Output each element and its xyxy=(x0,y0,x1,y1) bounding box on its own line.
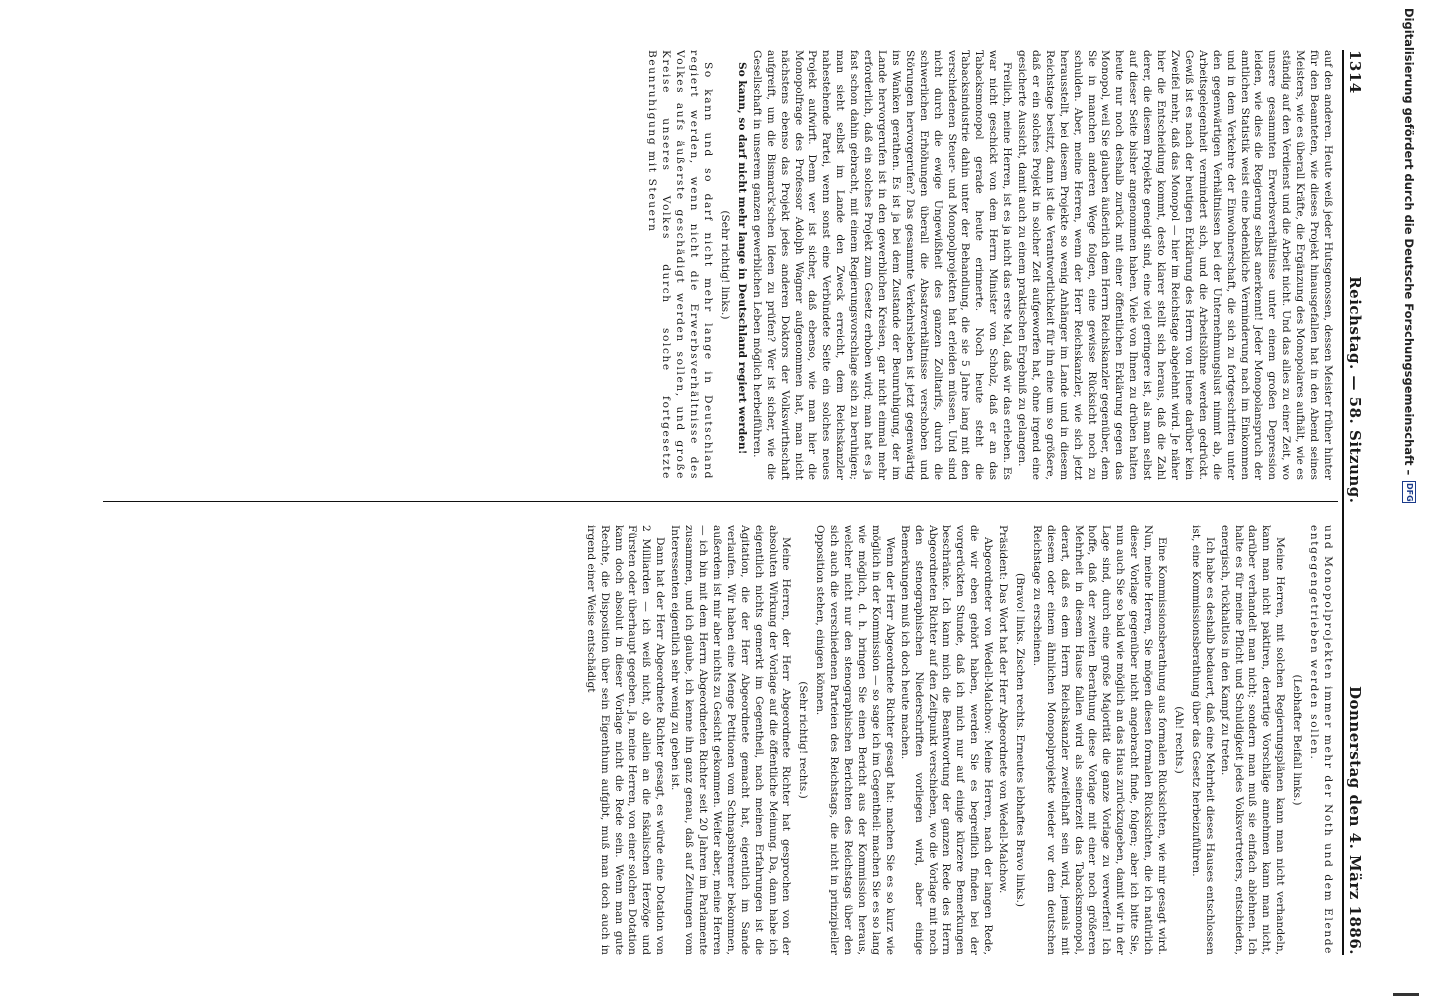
right-column xyxy=(104,525,1334,955)
paragraph: Freilich, meine Herren, ist es ja nicht das erste Mal, daß wir das erleben. Es war nicht geschickt von dem Herrn Minister von Scholz, daß er an das Tabacksmonopol gerade heute erinnerte. Noch heute steht die Tabacksindustrie dahin unter der Behandlung, die sie 5 Jahre lang mit den verschiedenen Steuer- und Monopolprojekten hat erleiden müssen. Und sind nicht durch die ewige Ungewißheit des ganzen Zolltarifs, durch die schwerlichen Erhöhungen überall die Absatzverhältnisse verschoben und Störungen hervorgerufen? Das gesammte Verkehrsleben ist jetzt gegenwärtig ins Wanken gerathen. Es ist ja bei dem Zustande der Beunruhigung, der im Lande hervorgerufen ist in den gewerblichen Kreisen, gar nicht einmal mehr erforderlich, daß ein solches Projekt zum Gesetz erhoben wird; man hat es ja fast schon dahin gebracht, mit einem Regierungsvorschlage sich zu beruhigen; man sieht selbst im Lande den Zweck erreicht, dem Reichskanzler nahestehende Partei, wenn sonst eine Verbündete Seite ein solches neues Projekt aufwirft. Denn wer ist sicher, daß ebenso, wie man hier die Monopolfrage des Professor Adolph Wagner aufgenommen hat, man nicht nächstens ebenso das Projekt jedes anderen Doktors der Volkswirthschaft aufgreift, um die Bismarck'schen Ideen zu prüfen? Wer ist sicher, wie die Gesellschaft in unserem ganzen gewerblichen Leben möglich herbeiführen. xyxy=(750,50,1014,480)
column-divider xyxy=(103,501,1338,502)
paragraph: Ich habe es deshalb bedauert, daß eine Mehrheit dieses Hauses entschlossen ist, eine Kommissionsberathung über das Gesetz herbeizuführen. xyxy=(1189,525,1216,955)
dfg-note-text: Digitalisierung gefördert durch die Deutsche Forschungsgemeinschaft – xyxy=(1402,8,1417,476)
page-number: 1314 xyxy=(1346,50,1364,94)
edge-mark xyxy=(1393,993,1419,996)
paragraph: Abgeordneter von Wedell-Malchow: Meine Herren, nach der langen Rede, die wir eben gehört haben, werden Sie es begreiflich finden bei der vorgerückten Stunde, daß ich mich nur auf einige kürzere Bemerkungen beschränke. Ich kann mich die Beantwortung der ganzen Rede des Herrn Abgeordneten Richter auf den Zeitpunkt verschieben, wo die Vorlage mit noch den stenographischen Niederschriften vorliegen wird, aber einige Bemerkungen muß ich doch heute machen. xyxy=(898,525,995,955)
dfg-side-note xyxy=(1397,0,1432,1000)
paragraph: (Ah! rechts.) xyxy=(1172,706,1185,774)
page-header xyxy=(1342,50,1368,955)
paragraph: Meine Herren, mit solchen Regierungsplänen kann man nicht verhandeln, kann man nicht paktiren, derartige Vorschläge annehmen kann man nicht, darüber verhandelt man nicht; sondern man muß sie einfach ablehnen. Ich halte es für meine Pflicht und Schuldigkeit jedes Volksvertreters, entschieden, energisch, rückhaltlos in den Kampf zu treten. xyxy=(1218,525,1287,955)
dfg-text-line xyxy=(1392,8,1427,1008)
paragraph: Präsident: Das Wort hat der Herr Abgeordnete von Wedell-Malchow. xyxy=(997,525,1010,894)
session-date: Donnerstag den 4. März 1886. xyxy=(1346,685,1364,955)
paragraph: (Sehr richtig! links.) xyxy=(719,210,732,320)
paragraph: Eine Kommissionsberathung aus formalen Rücksichten, wie mir gesagt wird. Nun, meine Herren, Sie mögen diesen formalen Rücksichten, die ich natürlich dieser Vorlage gegenüber nicht angebracht finde, folgen; aber ich bitte Sie, nun auch Sie so bald wie möglich an das Haus zurückzugeben, damit wir in der Lage sind, durch eine große Majorität die ganze Vorlage zu verwerfen! Ich hoffe, daß der zweiten Berathung diese Vorlage mit einer noch größeren Mehrheit in diesem Hause fallen wird als seinerzeit das Tabacksmonopol, derart, daß es dem Herrn Reichskanzler zweifelhaft sein wird, jemals mit diesem oder einem ähnlichen Monopolprojekte wieder vor dem deutschen Reichstage zu erscheinen. xyxy=(1030,525,1169,955)
paragraph: (Bravo! links. Zischen rechts. Erneutes lebhaftes Bravo links.) xyxy=(1013,572,1026,908)
page-inner xyxy=(98,50,1368,955)
dfg-logo-icon: DFG xyxy=(1403,481,1417,503)
paragraph: Meine Herren, der Herr Abgeordnete Richter hat gesprochen von der absoluten Wirkung der Vorlage auf die öffentliche Meinung. Da, dann habe ich eigentlich nichts gemerkt im Gegentheil, nach meinen Erfahrungen ist die Agitation, die der Herr Abgeordnete gemacht hat, eigentlich im Sande verlaufen. Wir haben eine Menge Petitionen vom Schnapsbrenner bekommen, außerdem ist mir aber nichts zu Gesicht gekommen. Weiter aber, meine Herren — ich bin mit dem Herrn Abgeordneten Richter seit 20 Jahren im Parlamente zusammen, und ich glaube, ich kenne ihn ganz genau, daß auf Zeitungen vom Interessenten eigentlich sehr wenig zu geben ist. xyxy=(669,525,793,955)
paragraph: (Lebhafter Beifall links.) xyxy=(1291,674,1304,806)
paragraph: (Sehr richtig! rechts.) xyxy=(797,681,810,799)
paragraph: So kann, so darf nicht mehr lange in Deutschland regiert werden! xyxy=(735,62,748,455)
paragraph: Dann hat der Herr Abgeordnete Richter gesagt, es würde eine Dotation von 2 Milliarden — ich weiß nicht, ob allein an die fiskalischen Herzöge und Fürsten oder überhaupt gegeben. Ja, meine Herren, von einer solchen Dotation kann doch absolut in dieser Vorlage nicht die Rede sein. Wenn man gute Rechte, die Disposition über sein Eigenthum aufgibt, muß man doch auch in irgend einer Weise entschädigt xyxy=(584,525,667,955)
left-column xyxy=(104,50,1334,480)
paragraph: auf den anderen. Heute weiß jeder Hutsgenossen, dessen Meister früher hinter für den Beamteten, wie dieses Projekt hinausgefallen hat in den Abend seines Meisters, wie es überall Kräfte, die Ergänzung des Monopolares aufhält, wie es ständig auf den Verdienst und die Arbeit nicht. Und das alles zu einer Zeit, wo unsere gesammten Erwerbsverhältnisse unter einem großen Depression leiden, wie dies die Regierung selbst anerkennt! Jeder Monopolanspruch der amtlichen Statistik weist eine bedenkliche Verminderung nach im Einkommen und in dem Verkehre der Einwohnerschaft, die sich zu fortgeschritten unter den gegenwärtigen Verhältnissen bei der Unternehmungslust nimmt ab, die Arbeitsgelegenheit vermindert sich, und die Arbeitslöhne werden gedrückt. Gewiß ist es nach der heutigen Erklärung des Herrn von Huene darüber kein Zweifel mehr, daß das Monopol — hier im Reichstage abgelehnt wird. Je näher hier die Entscheidung kommt, desto klarer stellt sich heraus, daß die Zahl derer, die diesem Projekte geneigt sind, eine viel geringere ist, als man selbst auf dieser Seite bisher angenommen haben. Viele von Ihnen zu drüben halten heute nur noch deshalb zurück mit einer öffentlichen Erklärung gegen das Monopol, weil Sie glauben äußerlich dem Herrn Reichskanzler gegenüber, dem Sie in manchen anderen Wege folgen, eine gewisse Rücksicht noch zu schulden. Aber, meine Herren, wenn der Herr Reichskanzler, wie sich jetzt herausstellt, bei diesem Projekte so wenig Anhänger im Lande und in diesem Reichstage besitzt, dann ist die Verantwortlichkeit für ihn eine um so größere, daß er ein solches Projekt in solcher Zeit aufgeworfen hat, ohne irgend eine gesicherte Aussicht, damit auch zu einem praktischen Ergebniß zu gelangen. xyxy=(1016,50,1334,480)
paragraph: und Monopolprojekten immer mehr der Noth und dem Elende entgegengetrieben werden sollen. xyxy=(1308,525,1334,955)
paragraph: Wenn der Herr Abgeordnete Richter gesagt hat: machen Sie es so kurz wie möglich in der Kommission — so sage ich im Gegentheil: machen Sie es so lang wie möglich, d. h. bringen Sie einen Bericht aus der Kommission heraus, welcher nicht nur den stenographischen Berichten des Reichstags über den sich auch die verschiedenen Parteien des Reichstags, die nicht in prinzipieller Opposition stehen, einigen können. xyxy=(814,525,896,955)
paragraph: So kann und so darf nicht mehr lange in Deutschland regiert werden, wenn nicht die Erwerbsverhältnisse des Volkes aufs äußerste geschädigt werden sollen, und große Kreise unseres Volkes durch solche fortgesetzte Beunruhigung mit Steuern xyxy=(646,50,715,480)
session-title: Reichstag. — 58. Sitzung. xyxy=(1346,276,1364,504)
